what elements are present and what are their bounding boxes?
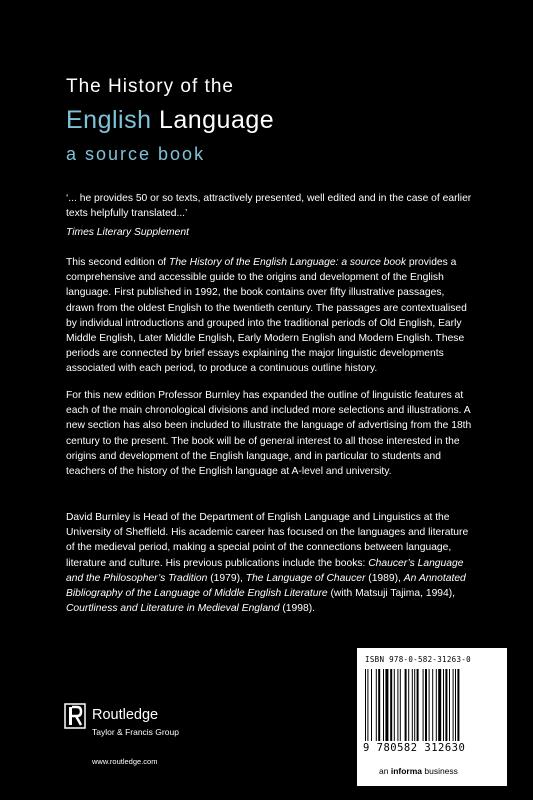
review-quote: ‘... he provides 50 or so texts, attractively presented, well edited and in the case of earlier texts helpfully translated...’ <box>66 193 472 220</box>
description-paragraph-2: For this new edition Professor Burnley has expanded the outline of linguistic features at each of the main chronological divisions and included more selections and illustrations. A new section has also been included to illustrate the language of advertising from the 18th century to the present. The book will be of general interest to all those interested in the origins and development of the English language, and in particular to students and teachers of the history of the English language at A-level and university. <box>66 390 472 478</box>
description-paragraph-1 <box>66 255 472 377</box>
title-language: Language <box>151 106 275 134</box>
subtitle: a source book <box>66 144 206 164</box>
barcode-digits: 9 780582 312630 <box>363 742 466 754</box>
publisher-group: Taylor & Francis Group <box>92 727 179 737</box>
bio-book-1: Chaucer’s Language and the Philosopher’s Tradition <box>66 557 464 584</box>
bio-book-3: An Annotated Bibliography of the Language of Middle English Literature <box>66 572 466 600</box>
publisher-name: Routledge <box>92 707 159 723</box>
bio-text-1: David Burnley is Head of the Department of English Language and Linguistics at the University of Sheffield. His academic career has focused on the languages and literature of the medieval period, making a special point of the connections between language, literature and culture. His previous publications include the books: <box>66 512 469 569</box>
p1-rest: provides a comprehensive and accessible guide to the origins and development of the English language. First published in 1992, the book contains over fifty illustrative passages, drawn from the oldest English to the twentieth century. The passages are contextualised by individual introductions and grouped into the traditional periods of Old English, Early Middle English, Later Middle English, Early Modern English and Modern English. These periods are connected by brief essays explaining the major linguistic developments associated with each period, to produce a continuous outline history. <box>66 257 467 375</box>
bio-book-2: The Language of Chaucer <box>245 572 366 584</box>
informa-post: business <box>422 766 458 776</box>
p1-title: The History of the English Language: a source book <box>169 257 407 268</box>
author-bio <box>66 510 472 616</box>
informa-pre: an <box>379 766 391 776</box>
title-english: English <box>66 106 152 134</box>
review-source: Times Literary Supplement <box>66 227 189 238</box>
bio-text-2: (1979), <box>207 572 246 584</box>
bio-text-4: (with Matsuji Tajima, 1994), <box>327 588 456 600</box>
barcode-box <box>357 648 507 786</box>
barcode-icon <box>365 669 499 741</box>
title-line-2 <box>66 106 274 135</box>
bio-text-5: (1998). <box>279 603 315 615</box>
bio-book-4: Courtliness and Literature in Medieval England <box>66 603 280 615</box>
bio-text-3: (1989), <box>365 572 404 584</box>
isbn-text: ISBN 978-0-582-31263-0 <box>365 655 471 664</box>
publisher-url[interactable]: www.routledge.com <box>92 757 158 766</box>
routledge-logo-icon <box>64 703 86 729</box>
title-line-1: The History of the <box>66 76 234 97</box>
informa-label <box>379 766 458 776</box>
p1-pre: This second edition of <box>66 257 170 268</box>
informa-bold: informa <box>390 766 422 776</box>
